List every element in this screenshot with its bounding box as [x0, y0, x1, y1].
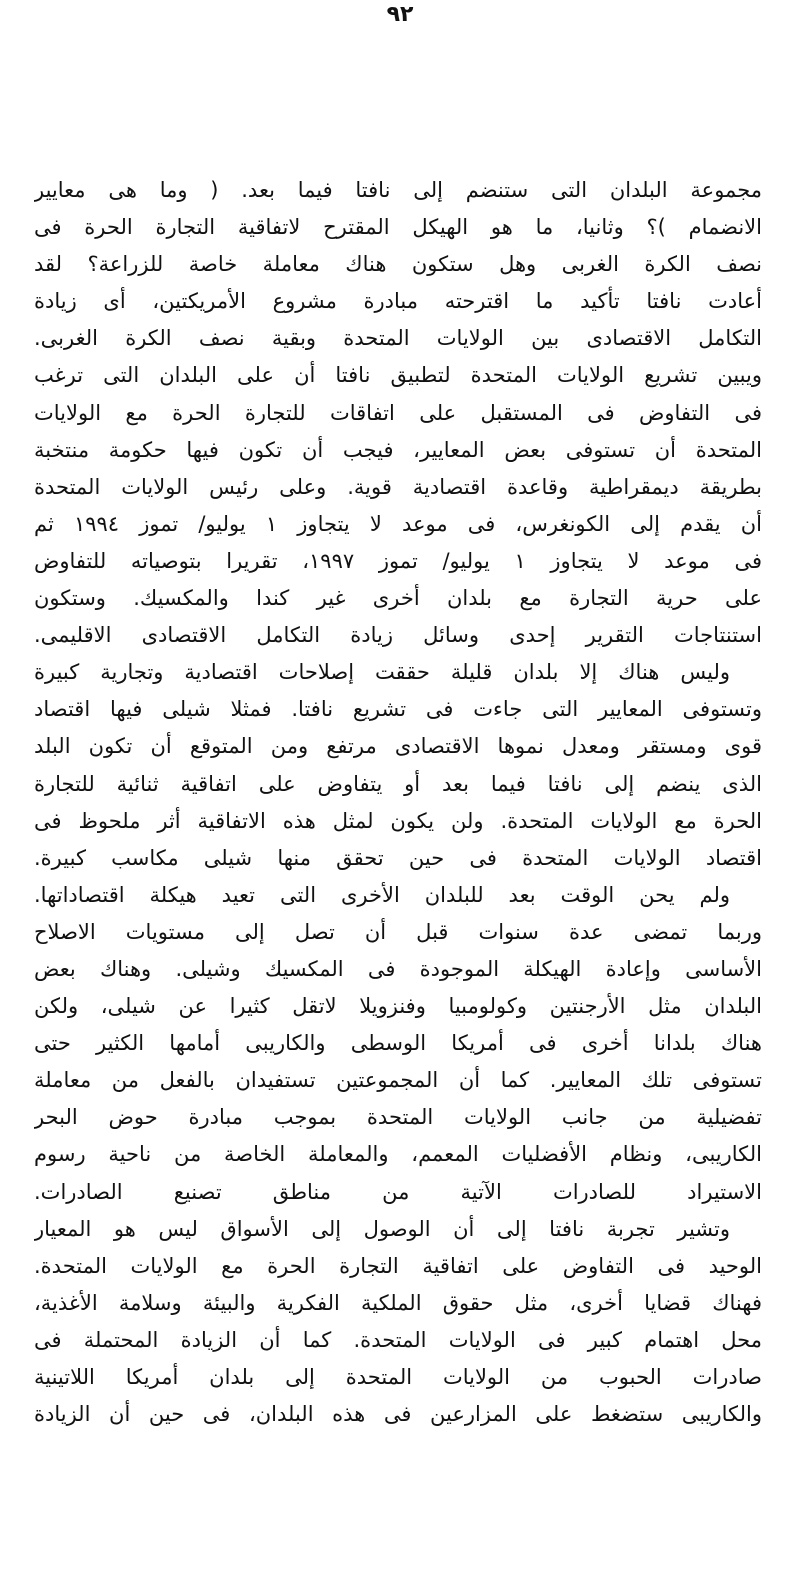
- text-line: هناك بلدانا أخرى فى أمريكا الوسطى والكاريبى أمامها الكثير حتى: [34, 1031, 762, 1056]
- text-line: صادرات الحبوب من الولايات المتحدة إلى بلدان أمريكا اللاتينية: [34, 1365, 762, 1389]
- text-line: محل اهتمام كبير فى الولايات المتحدة. كما أن الزيادة المحتملة فى: [34, 1327, 762, 1352]
- text-line: أعادت نافتا تأكيد ما اقترحته مبادرة مشروع الأمريكتين، أى زيادة: [34, 289, 762, 314]
- text-line: الانضمام )؟ وثانيا، ما هو الهيكل المقترح لاتفاقية التجارة الحرة فى: [34, 215, 762, 240]
- text-line: وليس هناك إلا بلدان قليلة حققت إصلاحات اقتصادية وتجارية كبيرة: [34, 660, 730, 685]
- text-line: الكاريبى، ونظام الأفضليات المعمم، والمعاملة الخاصة من ناحية رسوم: [34, 1142, 762, 1167]
- text-line: البلدان مثل الأرجنتين وكولومبيا وفنزويلا لاتقل كثيرا عن شيلى، ولكن: [34, 994, 762, 1019]
- text-line: استنتاجات التقرير إحدى وسائل زيادة التكامل الاقتصادى الاقليمى.: [34, 623, 762, 648]
- text-line: نصف الكرة الغربى وهل ستكون هناك معاملة خاصة للزراعة؟ لقد: [34, 252, 762, 277]
- text-line: على حرية التجارة مع بلدان أخرى غير كندا والمكسيك. وستكون: [34, 586, 762, 611]
- text-line: ولم يحن الوقت بعد للبلدان الأخرى التى تعيد هيكلة اقتصاداتها.: [34, 882, 730, 907]
- body-text: [34, 172, 762, 1433]
- text-line: المتحدة أن تستوفى بعض المعايير، فيجب أن تكون فيها حكومة منتخبة: [34, 437, 762, 462]
- text-line: الحرة مع الولايات المتحدة. ولن يكون لمثل هذه الاتفاقية أثر ملحوظ فى: [34, 808, 762, 833]
- text-line: الوحيد فى التفاوض على اتفاقية التجارة الحرة مع الولايات المتحدة.: [34, 1253, 762, 1278]
- text-line: فى التفاوض فى المستقبل على اتفاقات للتجارة الحرة مع الولايات: [34, 400, 762, 425]
- text-line: والكاريبى ستضغط على المزارعين فى هذه البلدان، فى حين أن الزيادة: [34, 1402, 762, 1427]
- text-line: وتشير تجربة نافتا إلى أن الوصول إلى الأسواق ليس هو المعيار: [34, 1216, 730, 1241]
- text-line: فهناك قضايا أخرى، مثل حقوق الملكية الفكرية والبيئة وسلامة الأغذية،: [34, 1290, 762, 1315]
- text-line: بطريقة ديمقراطية وقاعدة اقتصادية قوية. وعلى رئيس الولايات المتحدة: [34, 474, 762, 499]
- text-line: وربما تمضى عدة سنوات قبل أن تصل إلى مستويات الاصلاح: [34, 919, 762, 944]
- text-line: الأساسى وإعادة الهيكلة الموجودة فى المكسيك وشيلى. وهناك بعض: [34, 956, 762, 981]
- text-line: تفضيلية من جانب الولايات المتحدة بموجب مبادرة حوض البحر: [34, 1105, 762, 1130]
- text-line: تستوفى تلك المعايير. كما أن المجموعتين تستفيدان بالفعل من معاملة: [34, 1068, 762, 1093]
- text-line: وتستوفى المعايير التى جاءت فى تشريع نافتا. فمثلا شيلى فيها اقتصاد: [34, 697, 762, 722]
- text-line: الذى ينضم إلى نافتا فيما بعد أو يتفاوض على اتفاقية ثنائية للتجارة: [34, 771, 762, 796]
- text-line: قوى ومستقر ومعدل نموها الاقتصادى مرتفع ومن المتوقع أن تكون البلد: [34, 734, 762, 759]
- text-line: الاستيراد للصادرات الآتية من مناطق تصنيع الصادرات.: [34, 1179, 762, 1204]
- page-number: ٩٢: [386, 2, 414, 27]
- text-line: التكامل الاقتصادى بين الولايات المتحدة وبقية نصف الكرة الغربى.: [34, 326, 762, 351]
- text-line: اقتصاد الولايات المتحدة فى حين تحقق منها شيلى مكاسب كبيرة.: [34, 845, 762, 870]
- text-line: فى موعد لا يتجاوز ١ يوليو/ تموز ١٩٩٧، تقريرا بتوصياته للتفاوض: [34, 548, 762, 573]
- text-line: أن يقدم إلى الكونغرس، فى موعد لا يتجاوز ١ يوليو/ تموز ١٩٩٤ ثم: [34, 511, 762, 536]
- text-line: مجموعة البلدان التى ستنضم إلى نافتا فيما بعد. ( وما هى معايير: [34, 178, 762, 202]
- text-line: ويبين تشريع الولايات المتحدة لتطبيق نافتا أن على البلدان التى ترغب: [34, 363, 762, 388]
